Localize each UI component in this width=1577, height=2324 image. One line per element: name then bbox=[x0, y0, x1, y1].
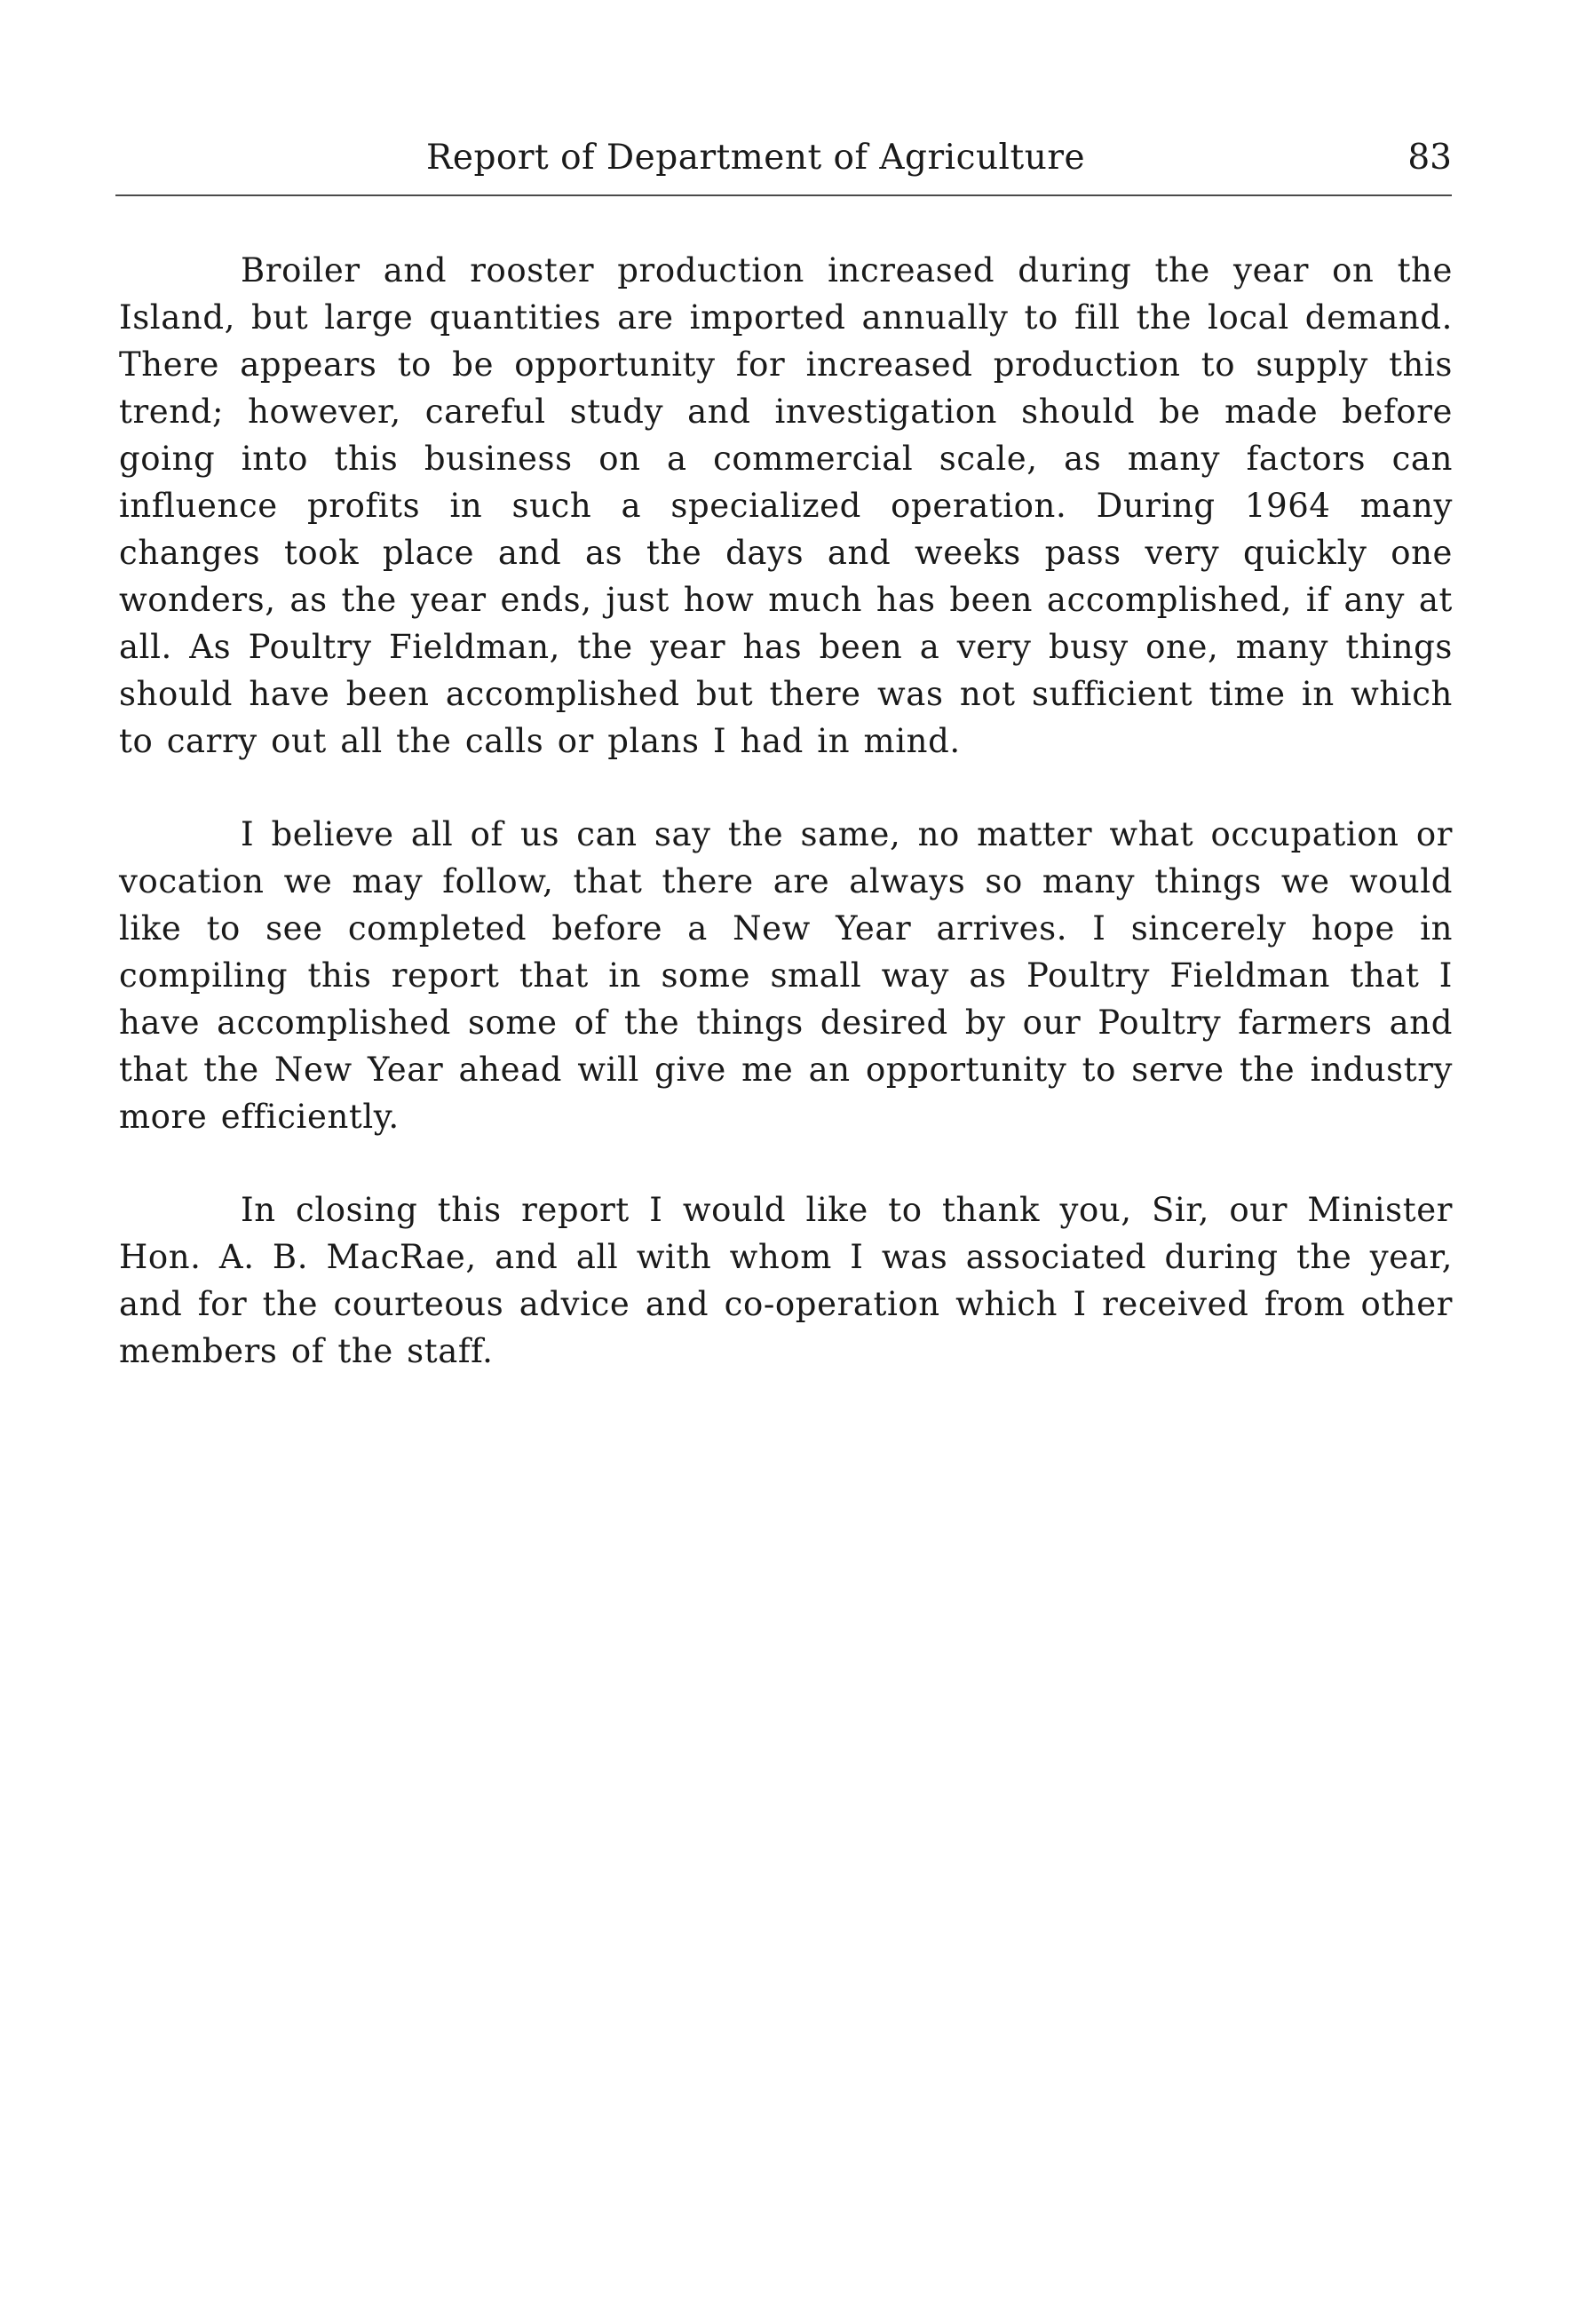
running-header bbox=[115, 133, 1452, 186]
paragraph-broiler-production: Broiler and rooster production increased during the year on the Island, but large quantities are imported annually to fill the local demand. There appears to be opportunity for increased production to supply this trend; however, careful study and investigation should be made before going into this business on a commercial scale, as many factors can influence profits in such a specialized operation. During 1964 many changes took place and as the days and weeks pass very quickly one wonders, as the year ends, just how much has been accomplished, if any at all. As Poultry Fieldman, the year has been a very busy one, many things should have been accomplished but there was not sufficient time in which to carry out all the calls or plans I had in mind. bbox=[119, 251, 1453, 760]
header-rule bbox=[115, 194, 1452, 196]
paragraph-closing-thanks: In closing this report I would like to thank you, Sir, our Minister Hon. A. B. MacRae, and all with whom I was associated during the year, and for the courteous advice and co-operation which I received from other members of the staff. bbox=[119, 1191, 1453, 1370]
running-header-title: Report of Department of Agriculture bbox=[426, 138, 1086, 178]
paragraph-new-year-hopes: I believe all of us can say the same, no matter what occupation or vocation we may follow, that there are always so many things we would like to see completed before a New Year arrives. I sincerely hope in compiling this report that in some small way as Poultry Fieldman that I have accomplished some of the things desired by our Poultry farmers and that the New Year ahead will give me an opportunity to serve the industry more efficiently. bbox=[119, 815, 1453, 1136]
body-text bbox=[119, 247, 1453, 1375]
page-number: 83 bbox=[1407, 138, 1452, 178]
